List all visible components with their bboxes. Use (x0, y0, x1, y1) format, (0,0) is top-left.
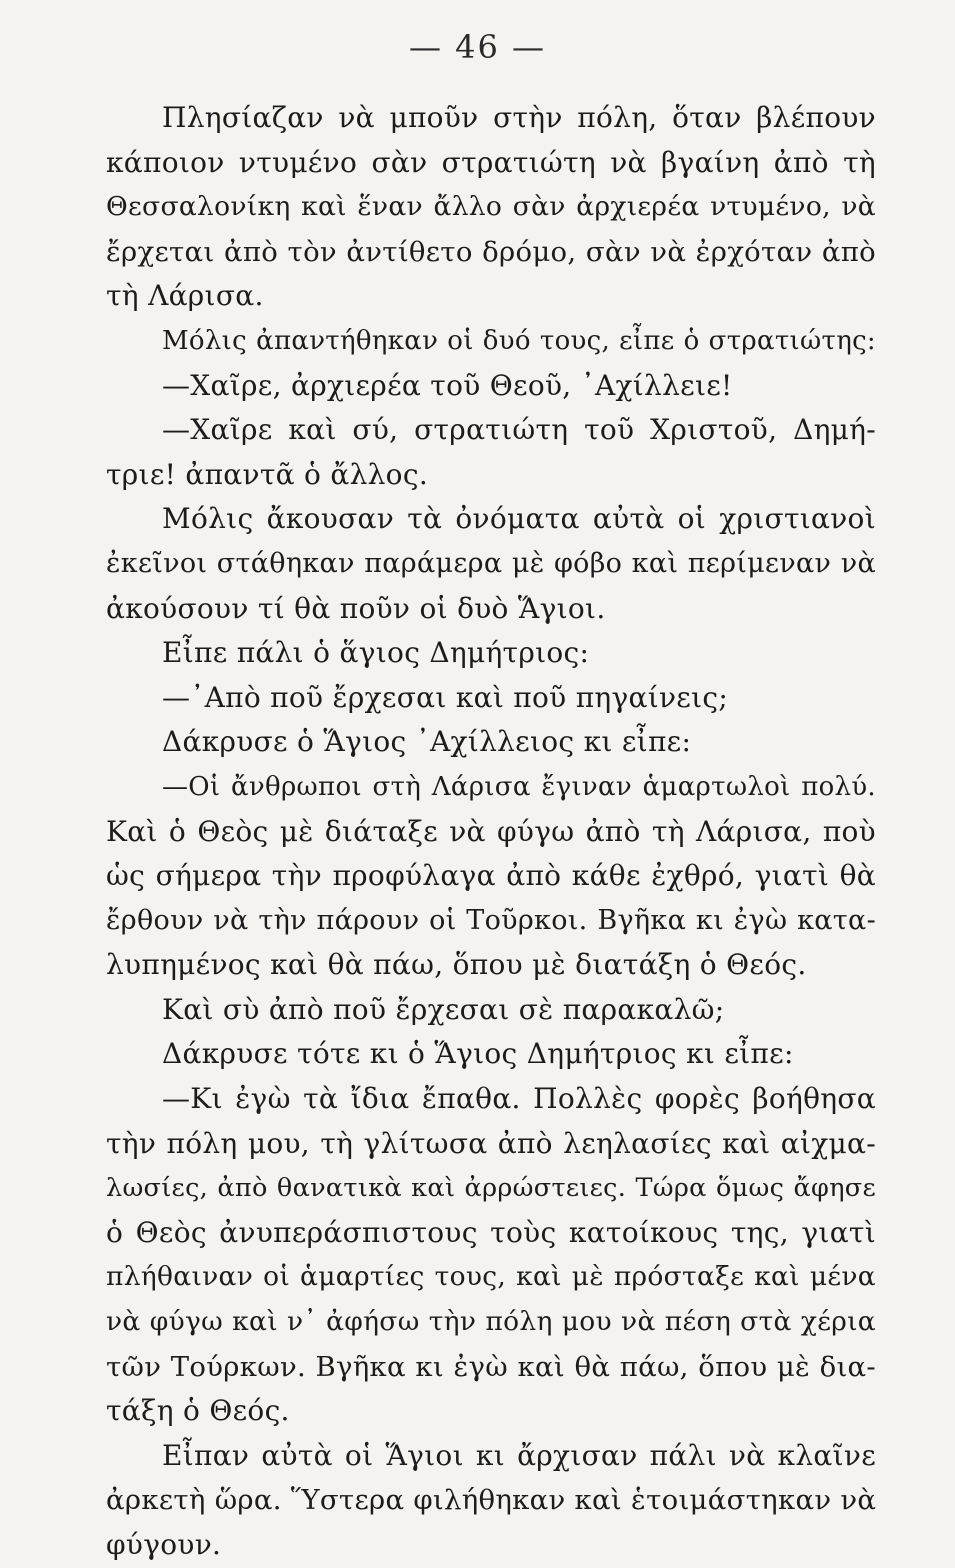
text-line: Εἶπαν αὐτὰ οἱ Ἅγιοι κι ἄρχισαν πάλι νὰ κλαῖνε (162, 1438, 876, 1472)
text-line: —᾿Απὸ ποῦ ἔρχεσαι καὶ ποῦ πηγαίνεις; (162, 680, 729, 714)
text-line: τριε! ἀπαντᾶ ὁ ἄλλος. (106, 457, 429, 491)
text-line: Δάκρυσε ὁ Ἅγιος ᾿Αχίλλειος κι εἶπε: (162, 725, 692, 759)
text-line: Εἶπε πάλι ὁ ἅγιος Δημήτριος: (162, 636, 590, 670)
text-line: Μόλις ἄκουσαν τὰ ὀνόματα αὐτὰ οἱ χριστιανοὶ (162, 502, 876, 536)
text-line: ὁ Θεὸς ἀνυπεράσπιστους τοὺς κατοίκους της, γιατὶ (106, 1215, 876, 1249)
text-line: —Κι ἐγὼ τὰ ἴδια ἔπαθα. Πολλὲς φορὲς βοήθησα (162, 1082, 876, 1116)
text-line: κάποιον ντυμένο σὰν στρατιώτη νὰ βγαίνη ἀπὸ τὴ (106, 145, 876, 179)
text-line: λυπημένος καὶ θὰ πάω, ὅπου μὲ διατάξη ὁ Θεός. (106, 948, 807, 982)
text-line: ἔρχεται ἀπὸ τὸν ἀντίθετο δρόμο, σὰν νὰ ἐρχόταν ἀπὸ (106, 235, 876, 268)
text-line: νὰ φύγω καὶ ν᾿ ἀφήσω τὴν πόλη μου νὰ πέση στὰ χέρια (106, 1306, 876, 1338)
text-line: ἔρθουν νὰ τὴν πάρουν οἱ Τοῦρκοι. Βγῆκα κι ἐγὼ κατα- (106, 904, 876, 936)
text-line: —Χαῖρε, ἀρχιερέα τοῦ Θεοῦ, ᾿Αχίλλειε! (162, 368, 733, 402)
text-line: ἐκεῖνοι στάθηκαν παράμερα μὲ φόβο καὶ περίμεναν νὰ (106, 547, 876, 579)
text-line: φύγουν. (106, 1528, 222, 1561)
text-line: τῶν Τούρκων. Βγῆκα κι ἐγὼ καὶ θὰ πάω, ὅπου μὲ δια- (106, 1350, 876, 1383)
text-line: Μόλις ἀπαντήθηκαν οἱ δυό τους, εἶπε ὁ στρατιώτης: (162, 325, 876, 356)
text-line: λωσίες, ἀπὸ θανατικὰ καὶ ἀρρώστειες. Τώρα ὅμως ἄφησε (106, 1173, 876, 1204)
page-number: — 46 — (408, 28, 547, 66)
text-line: Θεσσαλονίκη καὶ ἕναν ἄλλο σὰν ἀρχιερέα ντυμένο, νὰ (106, 191, 876, 223)
text-line: πλήθαιναν οἱ ἁμαρτίες τους, καὶ μὲ πρόσταξε καὶ μένα (106, 1261, 876, 1293)
text-line: Καὶ ὁ Θεὸς μὲ διάταξε νὰ φύγω ἀπὸ τὴ Λάρισα, ποὺ (106, 814, 876, 848)
text-line: Δάκρυσε τότε κι ὁ Ἅγιος Δημήτριος κι εἶπε: (162, 1037, 794, 1071)
text-line: τὴ Λάρισα. (106, 279, 264, 313)
text-line: —Χαῖρε καὶ σύ, στρατιώτη τοῦ Χριστοῦ, Δημή- (162, 413, 876, 447)
body-text (106, 96, 876, 1568)
text-line: Πλησίαζαν νὰ μποῦν στὴν πόλη, ὅταν βλέπουν (162, 101, 876, 134)
text-line: ὡς σήμερα τὴν προφύλαγα ἀπὸ κάθε ἐχθρό, γιατὶ θὰ (106, 859, 876, 893)
text-line: —Οἱ ἄνθρωποι στὴ Λάρισα ἔγιναν ἁμαρτωλοὶ πολύ. (162, 771, 876, 802)
text-line: Καὶ σὺ ἀπὸ ποῦ ἔρχεσαι σὲ παρακαλῶ; (162, 992, 725, 1026)
text-line: τάξη ὁ Θεός. (106, 1394, 290, 1428)
text-line: ἀρκετὴ ὥρα. Ὕστερα φιλήθηκαν καὶ ἑτοιμάστηκαν νὰ (106, 1484, 876, 1517)
text-line: τὴν πόλη μου, τὴ γλίτωσα ἀπὸ λεηλασίες καὶ αἰχμα- (106, 1126, 876, 1160)
text-line: ἀκούσουν τί θὰ ποῦν οἱ δυὸ Ἅγιοι. (106, 591, 606, 625)
